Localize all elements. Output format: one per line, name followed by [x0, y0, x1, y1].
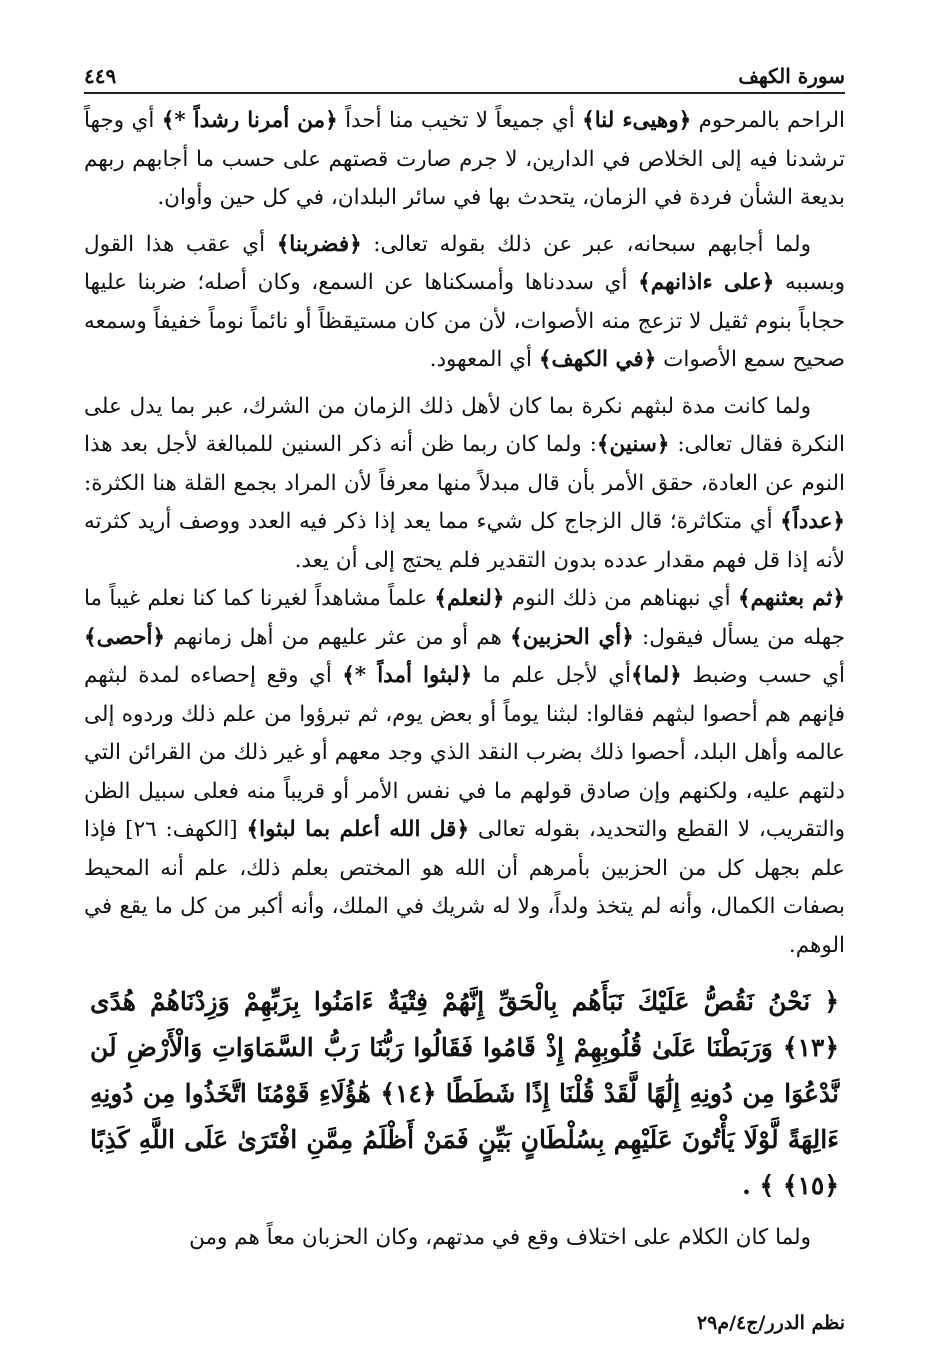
text-segment: أي عقب هذا القول وبسببه: [84, 231, 845, 295]
text-segment: أي المعهود.: [429, 347, 539, 372]
paragraph: [84, 388, 845, 581]
text-segment: أي وقع إحصاءه لمدة لبثهم فإنهم هم أحصوا لبثهم فقالوا: لبثنا يوماً أو بعض يوم، ثم تبرؤوا من علم ذلك وردوه إلى عالمه وأهل البلد، أحصوا ذلك بضرب النقد الذي وجد معهم أو غير ذلك من القرائن التي دلتهم عليه، ولكنهم وإن صادق قولهم ما في نفس الأمر أو قريباً منه فعلى سبيل الظن والتقريب، لا القطع والتحديد، بقوله تعالى: [84, 663, 845, 842]
text-segment: أي حسب وضبط: [681, 663, 846, 688]
text-segment: : ولما كان ربما ظن أنه ذكر السنين للمبالغة لأجل بعد هذا النوم عن العادة، حقق الأمر بأن قال مبدلاً منها معرفاً لأن المراد بجمع القلة هنا الكثرة:: [84, 432, 845, 496]
quran-quote: ﴿سنين﴾: [596, 432, 670, 457]
quran-quote: ﴿أي الحزبين﴾: [509, 624, 634, 650]
text-segment: الراحم بالمرحوم: [691, 108, 846, 133]
surah-title: سورة الكهف: [738, 64, 845, 88]
quran-quote: ﴿ثم بعثنهم﴾: [737, 586, 845, 611]
page-header: [84, 58, 845, 94]
quran-quote: ﴿وهيىء لنا﴾: [582, 108, 692, 133]
continuation-line: ولما كان الكلام على اختلاف وقع في مدتهم، وكان الحزبان معاً هم ومن: [189, 1225, 811, 1250]
quran-verses-block: ﴿ نَحْنُ نَقُصُّ عَلَيْكَ نَبَأَهُم بِالْحَقِّ إِنَّهُمْ فِتْيَةٌ ءَامَنُوا بِرَبِّهِمْ وَزِدْنَاهُمْ هُدًى ﴿١٣﴾ وَرَبَطْنَا عَلَىٰ قُلُوبِهِمْ إِذْ قَامُوا فَقَالُوا رَبُّنَا رَبُّ السَّمَاوَاتِ وَالْأَرْضِ لَن نَّدْعُوَا مِن دُونِهِ إِلَٰهًا لَّقَدْ قُلْنَا إِذًا شَطَطًا ﴿١٤﴾ هَٰؤُلَاءِ قَوْمُنَا اتَّخَذُوا مِن دُونِهِ ءَالِهَةً لَّوْلَا يَأْتُونَ عَلَيْهِم بِسُلْطَانٍ بَيِّنٍ فَمَنْ أَظْلَمُ مِمَّنِ افْتَرَىٰ عَلَى اللَّهِ كَذِبًا ﴿١٥﴾ ﴾ .: [90, 987, 839, 1200]
page-number: ٤٤٩: [84, 64, 117, 88]
footer-signature: نظم الدرر/ج٤/م٢٩: [696, 1312, 845, 1334]
quran-quote: ﴿فضربنا﴾: [276, 231, 362, 257]
quran-quote: ﴿أحصى﴾: [84, 624, 166, 650]
quran-quote: ﴿قل الله أعلم بما لبثوا﴾: [246, 817, 470, 842]
quran-quote: ﴿في الكهف﴾: [538, 347, 657, 372]
text-segment: أي نبهناهم من ذلك النوم: [504, 586, 738, 611]
paragraph: [84, 580, 845, 965]
quran-quote: ﴿لنعلم﴾: [434, 586, 505, 611]
paragraph: [84, 226, 845, 380]
quran-quote: ﴿عدداً﴾: [780, 509, 845, 534]
text-segment: ولما كانت مدة لبثهم نكرة بما كان لأهل ذلك الزمان من الشرك، عبر بما يدل على النكرة فقال تعالى:: [84, 393, 845, 457]
quran-quote: ﴿من أمرنا رشداً *﴾: [161, 108, 338, 133]
text-segment: أي وجهاً ترشدنا فيه إلى الخلاص في الدارين، لا جرم صارت قصتهم على حسب ما أجابهم ربهم بديعة الشأن فردة في الزمان، يتحدث بها في سائر البلدان، في كل حين وأوان.: [84, 108, 845, 210]
quran-quote: ﴿على ءاذانهم﴾: [638, 270, 775, 295]
text-segment: [الكهف: ٢٦] فإذا علم بجهل كل من الحزبين بأمرهم أن الله هو المختص بعلم ذلك، علم أنه المحيط بصفات الكمال، وأنه لم يتخذ ولداً، ولا له شريك في الملك، وأنه أكبر من كل ما يقع في الوهم.: [84, 817, 845, 958]
text-segment: أي متكاثرة؛ قال الزجاج كل شيء مما يعد إذا ذكر فيه العدد ووصف أريد كثرته لأنه إذا قل فهم مقدار عدده بدون التقدير فلم يحتج إلى أن يعد.: [84, 509, 845, 573]
text-segment: علماً مشاهداً لغيرنا كما كنا نعلم غيباً ما جهله من يسأل فيقول:: [84, 586, 846, 650]
text-segment: هم أو من عثر عليهم من أهل زمانهم: [165, 624, 510, 650]
text-segment: أي جميعاً لا تخيب منا أحداً: [337, 108, 583, 133]
text-segment: ولما أجابهم سبحانه، عبر عن ذلك بقوله تعالى:: [361, 231, 811, 257]
paragraph: [84, 102, 845, 218]
quran-quote: ﴿لبثوا أمداً *﴾: [342, 663, 473, 688]
quran-quote: ﴿لما﴾: [631, 663, 682, 688]
text-segment: أي لأجل علم ما: [472, 663, 632, 688]
text-segment: أي سددناها وأمسكناها عن السمع، وكان أصله؛ ضربنا عليها حجاباً بنوم ثقيل لا تزعج منه الأصوات، لأن من كان مستيقظاً أو نائماً نوماً خفيفاً وسمعه صحيح سمع الأصوات: [84, 270, 845, 372]
page-body: [84, 102, 845, 1266]
